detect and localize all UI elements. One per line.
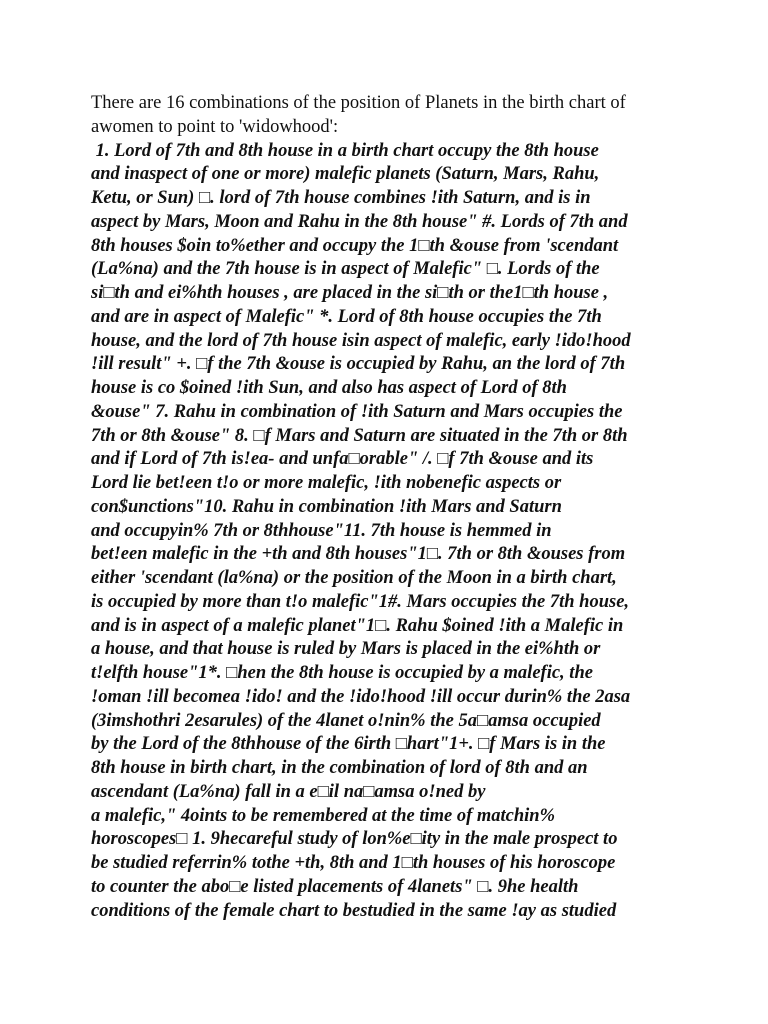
body-line: is occupied by more than t!o malefic"1#. Mars occupies the 7th house, — [91, 591, 630, 612]
body-line: !oman !ill becomea !ido! and the !ido!hood !ill occur durin% the 2asa — [91, 686, 631, 707]
body-line: (3imshothri 2esarules) of the 4lanet o!nin% the 5a□amsa occupied — [91, 710, 601, 731]
body-line: and occupyin% 7th or 8thhouse"11. 7th house is hemmed in — [91, 520, 552, 541]
body-line: a house, and that house is ruled by Mars is placed in the ei%hth or — [91, 639, 601, 660]
body-line: house is co $oined !ith Sun, and also has aspect of Lord of 8th — [91, 378, 567, 398]
body-line: either 'scendant (la%na) or the position of the Moon in a birth chart, — [91, 568, 617, 588]
body-line: to counter the abo□e listed placements of 4lanets" □. 9he health — [91, 876, 579, 897]
body-line: and inaspect of one or more) malefic planets (Saturn, Mars, Rahu, — [91, 164, 600, 185]
body-line: ascendant (La%na) fall in a e□il na□amsa o!ned by — [91, 781, 486, 802]
body-line: be studied referrin% tothe +th, 8th and 1□th houses of his horoscope — [91, 853, 616, 873]
body-line: 8th house in birth chart, in the combination of lord of 8th and an — [91, 758, 588, 778]
body-line: t!elfth house"1*. □hen the 8th house is occupied by a malefic, the — [91, 663, 593, 683]
body-line: house, and the lord of 7th house isin aspect of malefic, early !ido!hood — [91, 330, 631, 351]
body-line: conditions of the female chart to bestudied in the same !ay as studied — [91, 900, 617, 921]
intro-line: There are 16 combinations of the position of Planets in the birth chart of — [91, 93, 626, 113]
body-line: horoscopes□ 1. 9hecareful study of lon%e□ity in the male prospect to — [91, 829, 618, 850]
body-line: and if Lord of 7th is!ea- and unfa□orable" /. □f 7th &ouse and its — [91, 449, 594, 470]
body-line: and are in aspect of Malefic" *. Lord of 8th house occupies the 7th — [91, 306, 602, 327]
intro-line: awomen to point to 'widowhood': — [91, 116, 339, 137]
body-line: si□th and ei%hth houses , are placed in the si□th or the1□th house , — [91, 283, 609, 303]
body-line: 1. Lord of 7th and 8th house in a birth chart occupy the 8th house — [91, 140, 599, 161]
body-line: a malefic," 4oints to be remembered at the time of matchin% — [91, 805, 555, 826]
body-line: and is in aspect of a malefic planet"1□. Rahu $oined !ith a Malefic in — [91, 615, 624, 636]
body-line: &ouse" 7. Rahu in combination of !ith Saturn and Mars occupies the — [91, 401, 623, 422]
body-line: Ketu, or Sun) □. lord of 7th house combines !ith Saturn, and is in — [91, 188, 591, 208]
body-line: (La%na) and the 7th house is in aspect of Malefic" □. Lords of the — [91, 259, 600, 280]
body-line: 7th or 8th &ouse" 8. □f Mars and Saturn are situated in the 7th or 8th — [91, 425, 628, 446]
body-line: con$unctions"10. Rahu in combination !ith Mars and Saturn — [91, 496, 562, 517]
body-line: aspect by Mars, Moon and Rahu in the 8th house" #. Lords of 7th and — [91, 211, 628, 232]
body-line: Lord lie bet!een t!o or more malefic, !ith nobenefic aspects or — [91, 473, 562, 493]
body-line: 8th houses $oin to%ether and occupy the 1□th &ouse from 'scendant — [91, 235, 619, 256]
body-line: !ill result" +. □f the 7th &ouse is occupied by Rahu, an the lord of 7th — [91, 354, 626, 375]
body-line: by the Lord of the 8thhouse of the 6irth □hart"1+. □f Mars is in the — [91, 734, 606, 755]
document-text — [91, 92, 679, 923]
body-line: bet!een malefic in the +th and 8th houses"1□. 7th or 8th &ouses from — [91, 544, 626, 565]
